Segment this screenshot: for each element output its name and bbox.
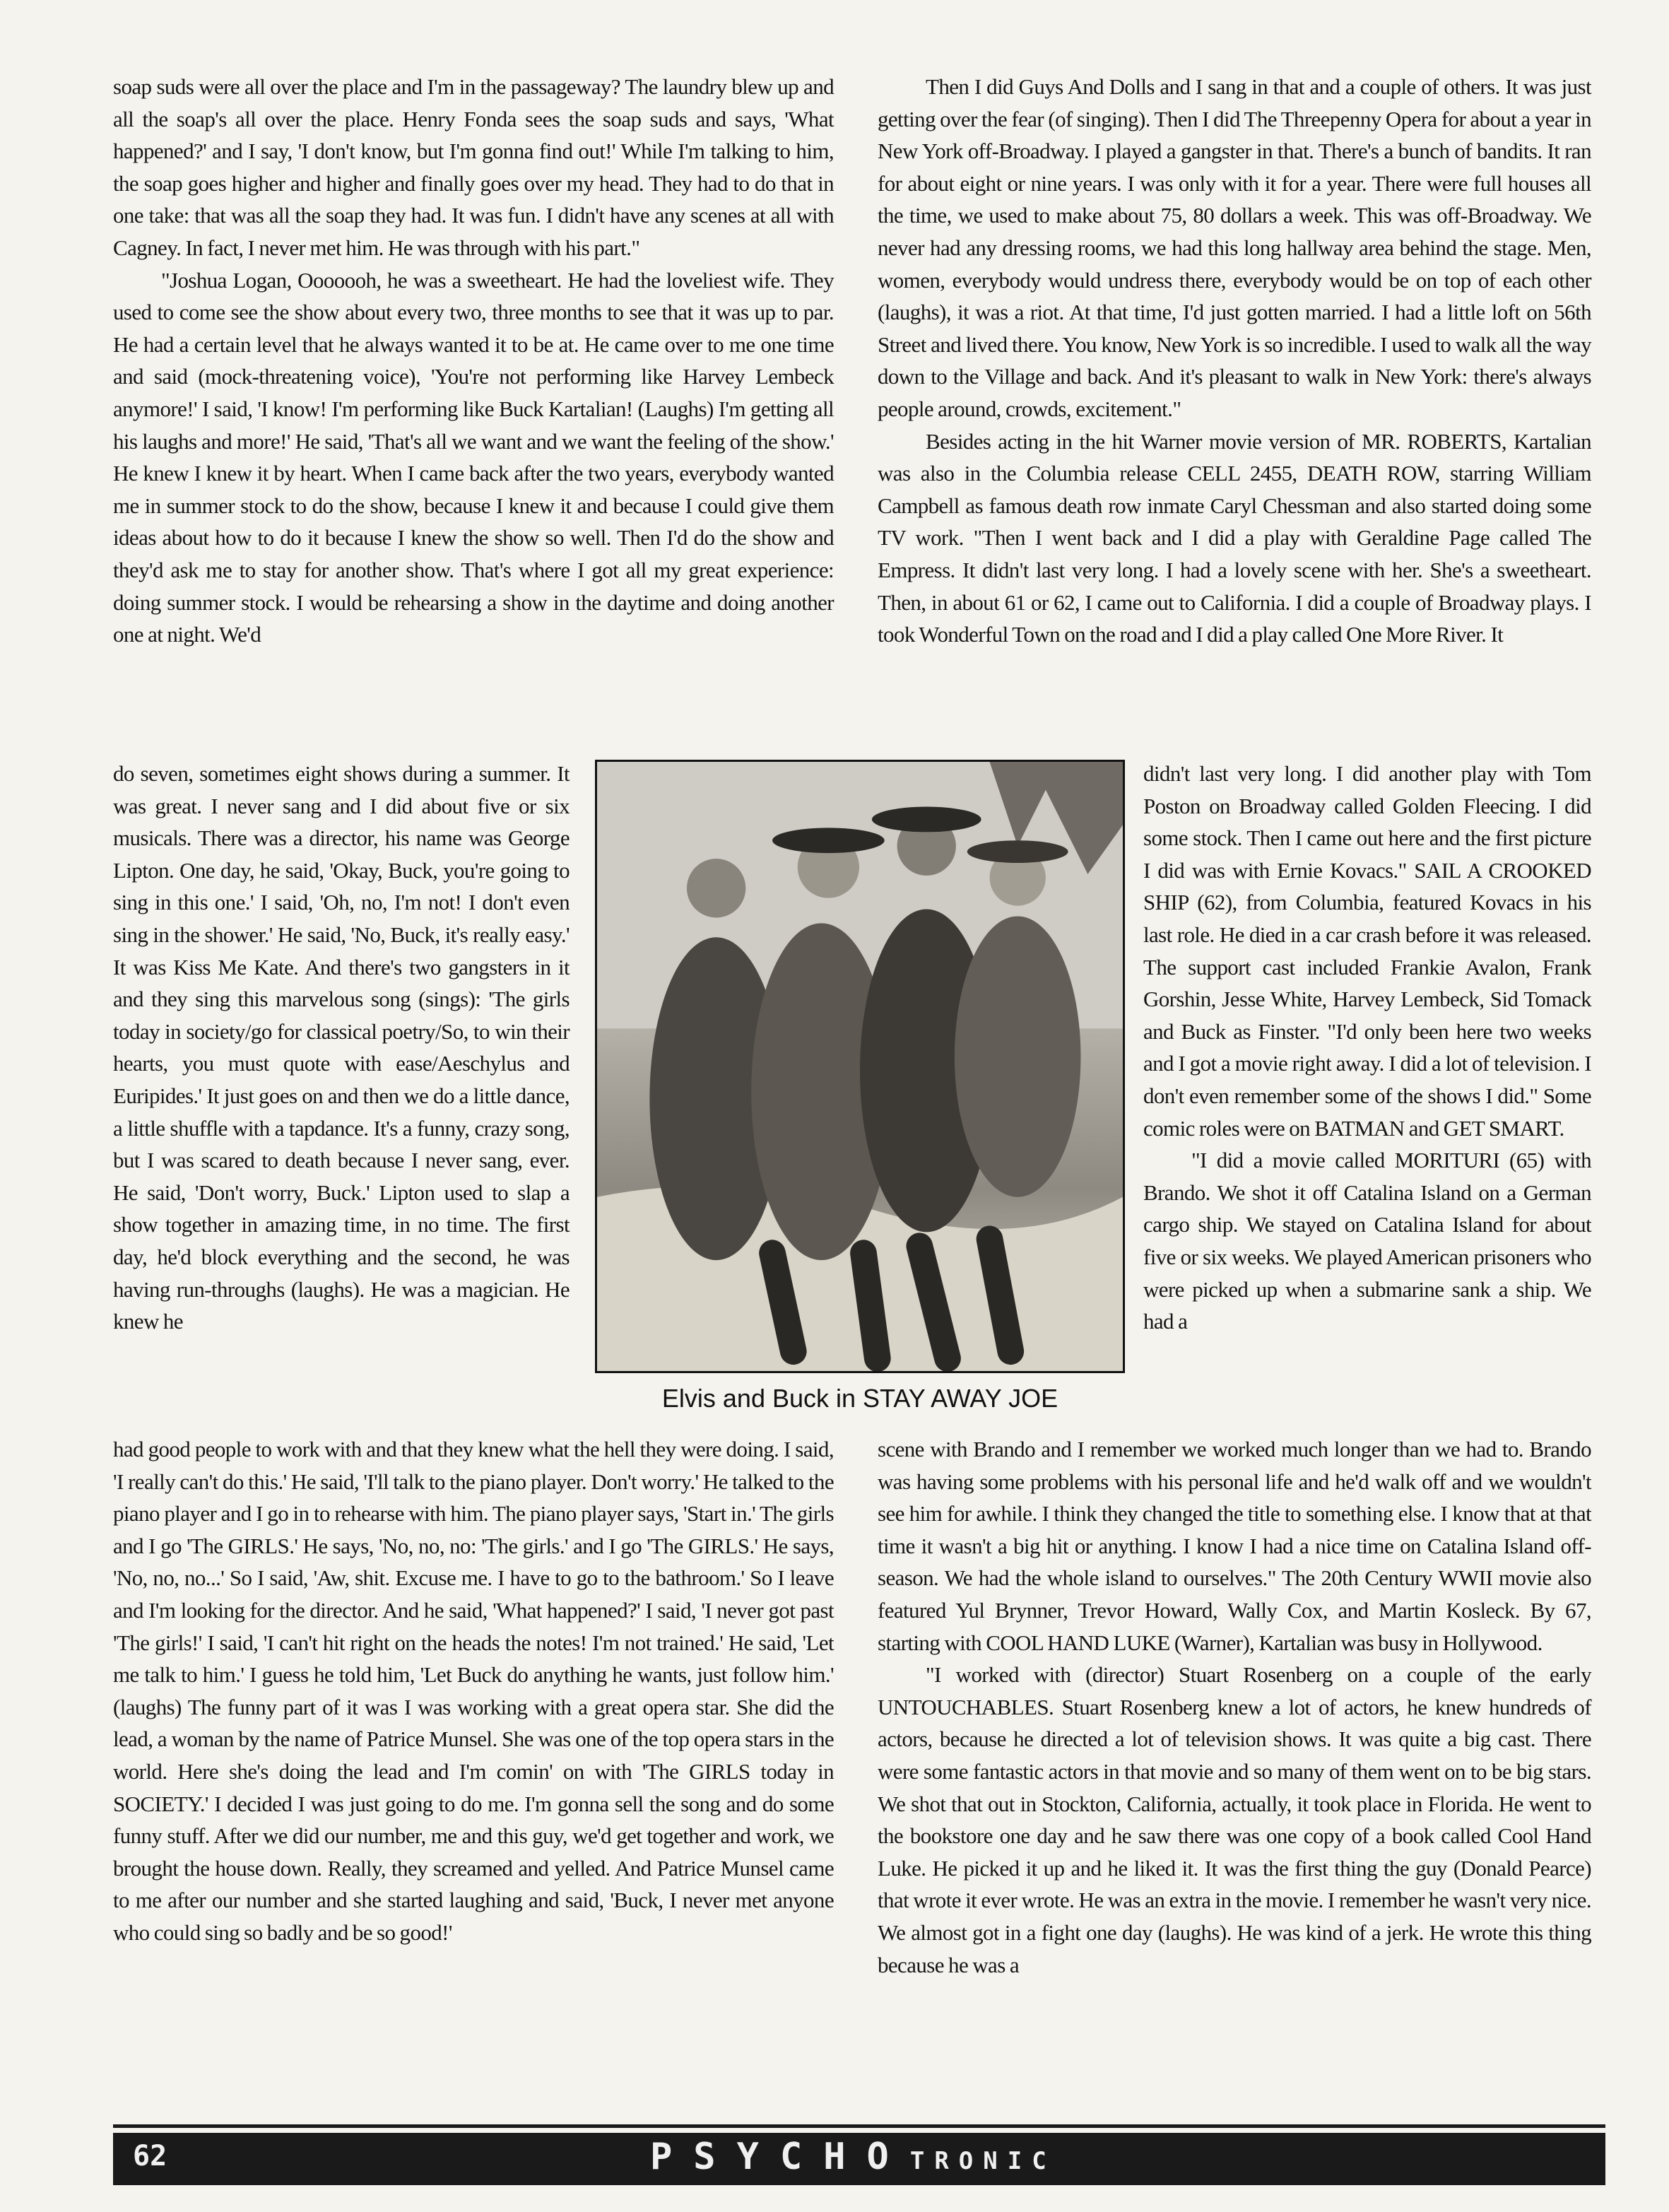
- right-column-top: [878, 71, 1591, 651]
- left-column-top: [113, 71, 834, 651]
- paragraph: didn't last very long. I did another play with Tom Poston on Broadway called Golden Fleecing. I did some stock. Then I came out here and the first picture I did was with Ernie Kovacs." SAIL A CROOKED SHIP (62), from Columbia, featured Kovacs in his last role. He died in a car crash before it was released. The support cast included Frankie Avalon, Frank Gorshin, Jesse White, Harvey Lembeck, Sid Tomack and Buck as Finster. "I'd only been here two weeks and I got a movie right away. I did a lot of television. I don't even remember some of the shows I did." Some comic roles were on BATMAN and GET SMART.: [1143, 761, 1591, 1141]
- paragraph: scene with Brando and I remember we worked much longer than we had to. Brando was having some problems with his personal life and he'd walk off and we wouldn't see him for awhile. I think they changed the title to something else. I know that at that time it wasn't a big hit or anything. I know I had a nice time on Catalina Island off-season. We had the whole island to ourselves." The 20th Century WWII movie also featured Yul Brynner, Trevor Howard, Wally Cox, and Martin Kosleck. By 67, starting with COOL HAND LUKE (Warner), Kartalian was busy in Hollywood.: [878, 1437, 1591, 1655]
- left-column-bottom: [113, 1433, 834, 1949]
- page-number: 62: [133, 2140, 167, 2172]
- left-column-beside-photo: [113, 758, 570, 1338]
- masthead-logo: [650, 2136, 1056, 2178]
- right-column-beside-photo: [1143, 758, 1591, 1338]
- right-column-bottom: [878, 1433, 1591, 1981]
- film-still-photo: [595, 760, 1125, 1373]
- masthead-small: TRONIC: [909, 2147, 1056, 2175]
- photo-illustration: [597, 762, 1123, 1371]
- paragraph: "Joshua Logan, Ooooooh, he was a sweetheart. He had the loveliest wife. They used to come see the show about every two, three months to see that it was up to par. He had a certain level that he always wanted it to be at. He came over to me one time and said (mock-threatening voice), 'You're not performing like Harvey Lembeck anymore!' I said, 'I know! I'm performing like Buck Kartalian! (Laughs) I'm getting all his laughs and more!' He said, 'That's all we want and we want the feeling of the show.' He knew I knew it by heart. When I came back after the two years, everybody wanted me in summer stock to do the show, because I knew it and because I could give them ideas about how to do it because I knew the show so well. Then I'd do the show and they'd ask me to stay for another show. That's where I got all my great experience: doing summer stock. I would be rehearsing a show in the daytime and doing another one at night. We'd: [113, 267, 834, 647]
- paragraph: Then I did Guys And Dolls and I sang in that and a couple of others. It was just getting over the fear (of singing). Then I did The Threepenny Opera for about a year in New York off-Broadway. I played a gangster in that. There's a bunch of bandits. It ran for about eight or nine years. I was only with it for a year. There were full houses all the time, we used to make about 75, 80 dollars a week. This was off-Broadway. We never had any dressing rooms, we had this long hallway area behind the stage. Men, women, everybody would undress there, everybody would be on top of each other (laughs), it was a riot. At that time, I'd just gotten married. I had a little loft on 56th Street and lived there. You know, New York is so incredible. I used to walk all the way down to the Village and back. And it's pleasant to walk in New York: there's always people around, crowds, excitement.": [878, 74, 1591, 421]
- photo-caption: Elvis and Buck in STAY AWAY JOE: [661, 1384, 1058, 1413]
- paragraph: "I did a movie called MORITURI (65) with Brando. We shot it off Catalina Island on a German cargo ship. We stayed on Catalina Island for about five or six weeks. We played American prisoners who were picked up when a submarine sank a ship. We had a: [1143, 1148, 1591, 1334]
- paragraph: "I worked with (director) Stuart Rosenberg on a couple of the early UNTOUCHABLES. Stuart Rosenberg knew a lot of actors, he knew hundreds of actors, because he directed a lot of television shows. It was quite a big cast. There were some fantastic actors in that movie and so many of them went on to be big stars. We shot that out in Stockton, California, actually, it took place in Florida. He went to the bookstore one day and he saw there was one copy of a book called Cool Hand Luke. He picked it up and he liked it. It was the first thing the guy (Donald Pearce) that wrote it ever wrote. He was an extra in the movie. I remember he wasn't very nice. We almost got in a fight one day (laughs). He was kind of a jerk. He wrote this thing because he was a: [878, 1662, 1591, 1977]
- paragraph: Besides acting in the hit Warner movie version of MR. ROBERTS, Kartalian was also in the Columbia release CELL 2455, DEATH ROW, starring William Campbell as famous death row inmate Caryl Chessman and also started doing some TV work. "Then I went back and I did a play with Geraldine Page called The Empress. It didn't last very long. I had a lovely scene with her. She's a sweetheart. Then, in about 61 or 62, I came out to California. I did a couple of Broadway plays. I took Wonderful Town on the road and I did a play called One More River. It: [878, 428, 1591, 647]
- paragraph: soap suds were all over the place and I'm in the passageway? The laundry blew up and all the soap's all over the place. Henry Fonda sees the soap suds and says, 'What happened?' and I say, 'I don't know, but I'm gonna find out!' While I'm talking to him, the soap goes higher and higher and finally goes over my head. They had to do that in one take: that was all the soap they had. It was fun. I didn't have any scenes at all with Cagney. In fact, I never met him. He was through with his part.": [113, 74, 834, 260]
- paragraph: had good people to work with and that they knew what the hell they were doing. I said, 'I really can't do this.' He said, 'I'll talk to the piano player. Don't worry.' He talked to the piano player and I go in to rehearse with him. The piano player says, 'Start in.' The girls and I go 'The GIRLS.' He says, 'No, no, no: 'The girls.' and I go 'The GIRLS.' He says, 'No, no, no...' So I said, 'Aw, shit. Excuse me. I have to go to the bathroom.' So I leave and I'm looking for the director. And he said, 'What happened?' I said, 'I never got past 'The girls!' I said, 'I can't hit right on the heads the notes! I'm not trained.' He said, 'Let me talk to him.' I guess he told him, 'Let Buck do anything he wants, just follow him.' (laughs) The funny part of it was I was working with a great opera star. She did the lead, a woman by the name of Patrice Munsel. She was one of the top opera stars in the world. Here she's doing the lead and I'm comin' on with 'The GIRLS today in SOCIETY.' I decided I was just going to do me. I'm gonna sell the song and do some funny stuff. After we did our number, me and this guy, we'd get together and work, we brought the house down. Really, they screamed and yelled. And Patrice Munsel came to me after our number and she started laughing and said, 'Buck, I never met anyone who could sing so badly and be so good!': [113, 1437, 834, 1945]
- footer-bar: [113, 2133, 1605, 2185]
- paragraph: do seven, sometimes eight shows during a summer. It was great. I never sang and I did about five or six musicals. There was a director, his name was George Lipton. One day, he said, 'Okay, Buck, you're going to sing in this one.' I said, 'Oh, no, I'm not! I don't even sing in the shower.' He said, 'No, Buck, it's really easy.' It was Kiss Me Kate. And there's two gangsters in it and they sing this marvelous song (sings): 'The girls today in society/go for classical poetry/So, to win their hearts, you must quote with ease/Aeschylus and Euripides.' It just goes on and then we do a little dance, a little shuffle with a tapdance. It's a funny, crazy song, but I was scared to death because I never sang, ever. He said, 'Don't worry, Buck.' Lipton used to slap a show together in amazing time, in no time. The first day, he'd block everything and the second, he was having run-throughs (laughs). He was a magician. He knew he: [113, 761, 570, 1334]
- masthead-large: PSYCHO: [650, 2136, 910, 2178]
